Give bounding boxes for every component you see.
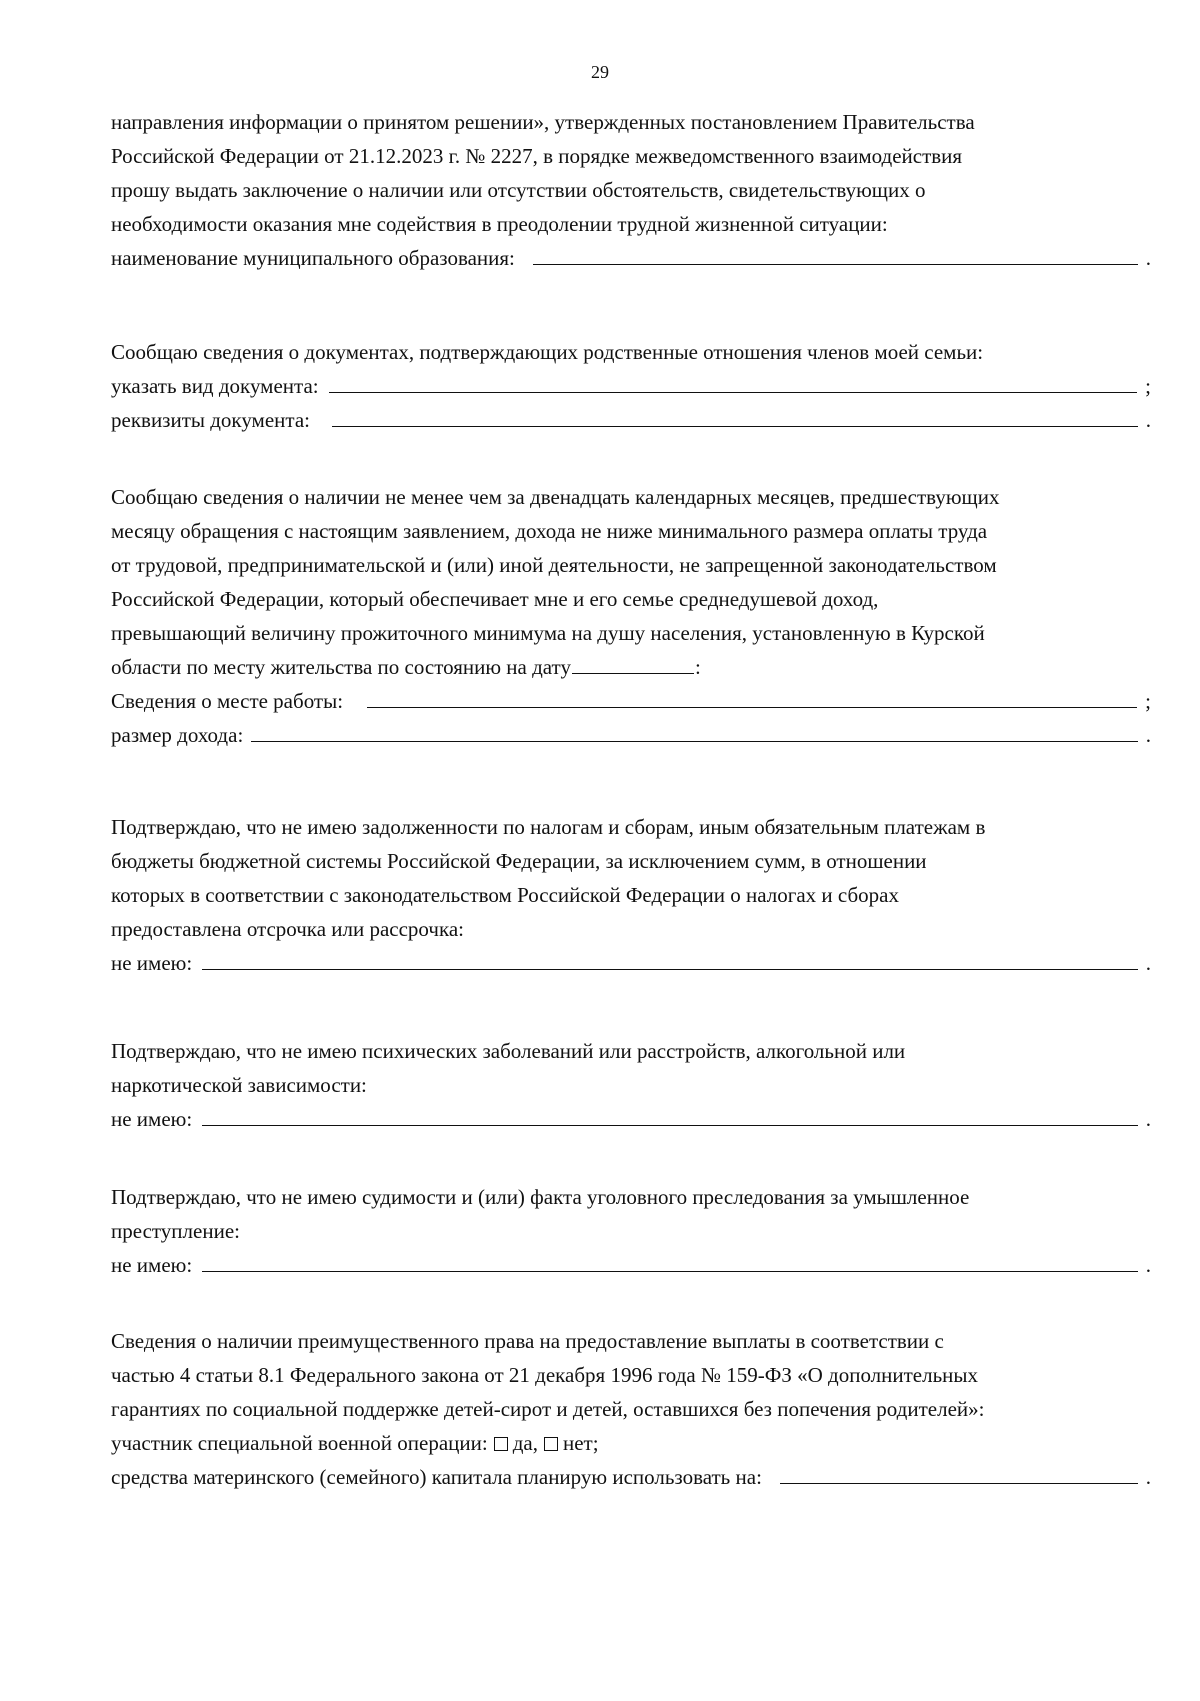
text-line: Сообщаю сведения о документах, подтверждающих родственные отношения членов моей семьи:	[111, 340, 984, 364]
yes-option-label: да,	[512, 1431, 538, 1455]
income-field[interactable]	[251, 719, 1137, 742]
income-label: размер дохода:	[111, 723, 244, 747]
maternity-capital-label: средства материнского (семейного) капитала планирую использовать на:	[111, 1465, 762, 1489]
income-row: размер дохода: .	[111, 718, 1151, 752]
yes-checkbox[interactable]	[494, 1437, 508, 1451]
page-number: 29	[591, 62, 609, 82]
no-conviction-label: не имею:	[111, 1253, 193, 1277]
workplace-row: Сведения о месте работы: ;	[111, 684, 1151, 718]
text-line: необходимости оказания мне содействия в преодолении трудной жизненной ситуации:	[111, 212, 888, 236]
text-line: прошу выдать заключение о наличии или отсутствии обстоятельств, свидетельствующих о	[111, 178, 926, 202]
no-disorders-row: не имею: .	[111, 1102, 1151, 1136]
text-line: месяцу обращения с настоящим заявлением, дохода не ниже минимального размера оплаты труда	[111, 519, 988, 543]
text-line: направления информации о принятом решении», утвержденных постановлением Правительства	[111, 110, 975, 134]
document-details-label: реквизиты документа:	[111, 408, 310, 432]
no-disorders-label: не имею:	[111, 1107, 193, 1131]
text-line: Российской Федерации, который обеспечивает мне и его семье среднедушевой доход,	[111, 587, 879, 611]
no-conviction-row: не имею: .	[111, 1248, 1151, 1282]
no-tax-debt-label: не имею:	[111, 951, 193, 975]
svo-participant-row	[111, 1426, 1151, 1460]
text-line: от трудовой, предпринимательской и (или) иной деятельности, не запрещенной законодательством	[111, 553, 997, 577]
municipality-label: наименование муниципального образования:	[111, 246, 515, 270]
maternity-capital-field[interactable]	[780, 1461, 1138, 1484]
text-line: Подтверждаю, что не имею судимости и (или) факта уголовного преследования за умышленное	[111, 1185, 970, 1209]
no-option-label: нет;	[562, 1431, 599, 1455]
text-line: Подтверждаю, что не имею задолженности по налогам и сборам, иным обязательным платежам в	[111, 815, 986, 839]
text-line: наркотической зависимости:	[111, 1073, 367, 1097]
document-details-field[interactable]	[332, 404, 1138, 427]
text-line: которых в соответствии с законодательством Российской Федерации о налогах и сборах	[111, 883, 899, 907]
text-line: Российской Федерации от 21.12.2023 г. № 2227, в порядке межведомственного взаимодействия	[111, 144, 963, 168]
date-field[interactable]	[572, 653, 694, 674]
text-line: Сведения о наличии преимущественного права на предоставление выплаты в соответствии с	[111, 1329, 944, 1353]
maternity-capital-row: средства материнского (семейного) капитала планирую использовать на: .	[111, 1460, 1151, 1494]
text-line: частью 4 статьи 8.1 Федерального закона от 21 декабря 1996 года № 159-ФЗ «О дополнительных	[111, 1363, 979, 1387]
workplace-label: Сведения о месте работы:	[111, 689, 344, 713]
text-line: бюджеты бюджетной системы Российской Федерации, за исключением сумм, в отношении	[111, 849, 927, 873]
municipality-row: наименование муниципального образования: .	[111, 241, 1151, 275]
date-row: области по месту жительства по состоянию на дату :	[111, 655, 701, 679]
document-details-row: реквизиты документа: .	[111, 403, 1151, 437]
workplace-field[interactable]	[367, 685, 1137, 708]
text-line: предоставлена отсрочка или рассрочка:	[111, 917, 464, 941]
no-conviction-field[interactable]	[202, 1249, 1138, 1272]
municipality-field[interactable]	[533, 242, 1138, 265]
no-disorders-field[interactable]	[202, 1103, 1138, 1126]
text-line: превышающий величину прожиточного минимума на душу населения, установленную в Курской	[111, 621, 985, 645]
no-tax-debt-row: не имею: .	[111, 946, 1151, 980]
text-line: гарантиях по социальной поддержке детей-сирот и детей, оставшихся без попечения родителей»:	[111, 1397, 985, 1421]
document-type-label: указать вид документа:	[111, 374, 319, 398]
document-type-row: указать вид документа: ;	[111, 369, 1151, 403]
text-line: преступление:	[111, 1219, 240, 1243]
document-type-field[interactable]	[329, 370, 1138, 393]
no-tax-debt-field[interactable]	[202, 947, 1138, 970]
no-checkbox[interactable]	[544, 1437, 558, 1451]
svo-participant-label: участник специальной военной операции:	[111, 1431, 488, 1455]
text-line: Подтверждаю, что не имею психических заболеваний или расстройств, алкогольной или	[111, 1039, 906, 1063]
text-line: Сообщаю сведения о наличии не менее чем за двенадцать календарных месяцев, предшествующих	[111, 485, 1000, 509]
